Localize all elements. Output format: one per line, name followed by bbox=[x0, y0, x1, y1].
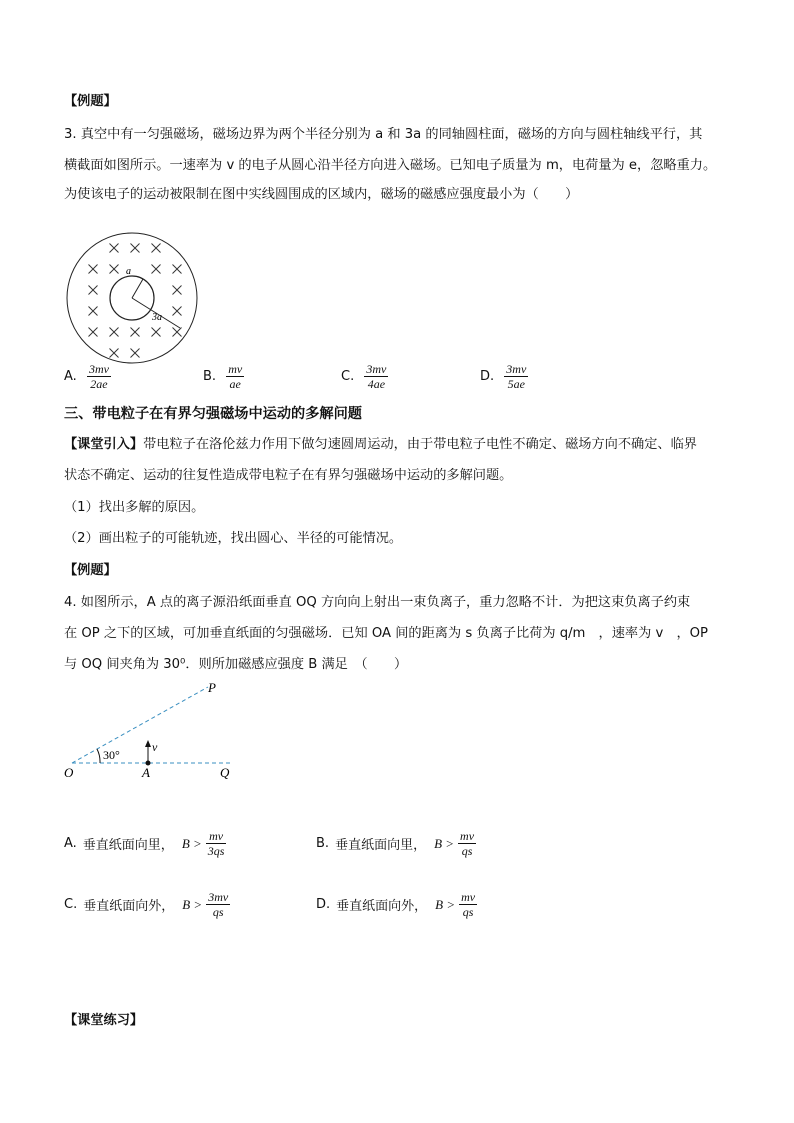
ion-source-diagram bbox=[58, 676, 248, 786]
inner-radius-label: a bbox=[126, 266, 131, 277]
point-q-label: Q bbox=[220, 765, 230, 780]
field-cross-mark bbox=[110, 244, 119, 253]
velocity-label: v bbox=[152, 740, 158, 754]
option-inequality: B > bbox=[182, 896, 203, 912]
field-cross-mark bbox=[173, 328, 182, 337]
option-4a[interactable] bbox=[64, 829, 226, 858]
option-label: B. bbox=[316, 836, 330, 851]
angle-label: 30° bbox=[103, 748, 120, 762]
field-cross-mark bbox=[110, 349, 119, 358]
option-fraction: $\frac{3mv}{5ae}$ bbox=[506, 362, 527, 391]
intro-item-2: （2）画出粒子的可能轨迹，找出圆心、半径的可能情况。 bbox=[64, 531, 403, 546]
field-cross-mark bbox=[89, 286, 98, 295]
option-label: D. bbox=[480, 369, 495, 384]
option-fraction: $\frac{mv}{ae}$ bbox=[228, 362, 243, 391]
example-tag: 【例题】 bbox=[64, 94, 117, 109]
intro-line-2: 状态不确定、运动的往复性造成带电粒子在有界匀强磁场中运动的多解问题。 bbox=[64, 468, 513, 483]
option-fraction: $\frac{3mv}{qs}$ bbox=[208, 890, 229, 919]
option-fraction: $\frac{mv}{qs}$ bbox=[461, 890, 476, 919]
magnetic-field-ring-diagram bbox=[60, 228, 205, 370]
option-label: D. bbox=[316, 897, 331, 912]
option-label: C. bbox=[64, 897, 78, 912]
intro-tag: 【课堂引入】 bbox=[64, 437, 144, 452]
option-label: C. bbox=[341, 369, 355, 384]
point-p-label: P bbox=[208, 680, 216, 695]
option-3a[interactable] bbox=[64, 362, 111, 391]
field-cross-mark bbox=[152, 244, 161, 253]
option-text: 垂直纸面向外， bbox=[336, 899, 428, 914]
field-cross-mark bbox=[131, 349, 140, 358]
point-o-label: O bbox=[64, 765, 74, 780]
field-cross-mark bbox=[131, 244, 140, 253]
practice-tag: 【课堂练习】 bbox=[64, 1013, 144, 1028]
example-tag: 【例题】 bbox=[64, 563, 117, 578]
option-fraction: $\frac{3mv}{2ae}$ bbox=[88, 362, 109, 391]
field-cross-mark bbox=[173, 286, 182, 295]
option-label: A. bbox=[64, 836, 77, 851]
option-text: 垂直纸面向里， bbox=[335, 838, 427, 853]
intro-line-1 bbox=[64, 436, 697, 454]
option-4b[interactable] bbox=[316, 829, 476, 858]
intro-item-1: （1）找出多解的原因。 bbox=[64, 500, 205, 515]
field-cross-mark bbox=[131, 328, 140, 337]
point-a-label: A bbox=[142, 765, 150, 780]
field-cross-mark bbox=[110, 265, 119, 274]
option-inequality: B > bbox=[435, 896, 456, 912]
option-inequality: B > bbox=[181, 835, 202, 851]
option-4c[interactable] bbox=[64, 890, 230, 919]
question-4-line-1: 4. 如图所示，A 点的离子源沿纸面垂直 OQ 方向向上射出一束负离子，重力忽略不计．为把这束负离子约束 bbox=[64, 595, 691, 610]
field-cross-mark bbox=[173, 265, 182, 274]
option-fraction: $\frac{mv}{qs}$ bbox=[460, 829, 475, 858]
outer-radius-label: 3a bbox=[152, 312, 162, 323]
option-4d[interactable] bbox=[316, 890, 477, 919]
question-3-line-1: 3. 真空中有一匀强磁场，磁场边界为两个半径分别为 a 和 3a 的同轴圆柱面，磁场的方向与圆柱轴线平行，其 bbox=[64, 127, 703, 142]
option-text: 垂直纸面向外， bbox=[83, 899, 175, 914]
option-fraction: $\frac{mv}{3qs}$ bbox=[207, 829, 225, 858]
field-cross-mark bbox=[152, 328, 161, 337]
field-cross-mark bbox=[89, 265, 98, 274]
field-cross-mark bbox=[152, 265, 161, 274]
question-3-line-3: 为使该电子的运动被限制在图中实线圆围成的区域内，磁场的磁感应强度最小为（ ） bbox=[64, 187, 579, 202]
field-cross-mark bbox=[89, 328, 98, 337]
option-3b[interactable] bbox=[203, 362, 244, 391]
option-label: A. bbox=[64, 369, 77, 384]
option-fraction: $\frac{3mv}{4ae}$ bbox=[366, 362, 387, 391]
option-3c[interactable] bbox=[341, 362, 388, 391]
intro-text: 带电粒子在洛伦兹力作用下做匀速圆周运动，由于带电粒子电性不确定、磁场方向不确定、临界 bbox=[143, 437, 697, 452]
option-text: 垂直纸面向里， bbox=[82, 838, 174, 853]
option-3d[interactable] bbox=[480, 362, 528, 391]
question-4-line-3: 与 OQ 间夹角为 30⁰．则所加磁感应强度 B 满足 （ ） bbox=[64, 657, 408, 672]
section-title: 三、带电粒子在有界匀强磁场中运动的多解问题 bbox=[64, 406, 362, 422]
field-cross-mark bbox=[173, 307, 182, 316]
field-cross-mark bbox=[110, 328, 119, 337]
option-inequality: B > bbox=[434, 835, 455, 851]
question-3-line-2: 横截面如图所示。一速率为 v 的电子从圆心沿半径方向进入磁场。已知电子质量为 m，电荷量为 e，忽略重力。 bbox=[64, 158, 717, 173]
question-4-line-2: 在 OP 之下的区域，可加垂直纸面的匀强磁场．已知 OA 间的距离为 s 负离子比荷为 q/m ，速率为 v ，OP bbox=[64, 626, 709, 641]
option-label: B. bbox=[203, 369, 217, 384]
field-cross-mark bbox=[89, 307, 98, 316]
